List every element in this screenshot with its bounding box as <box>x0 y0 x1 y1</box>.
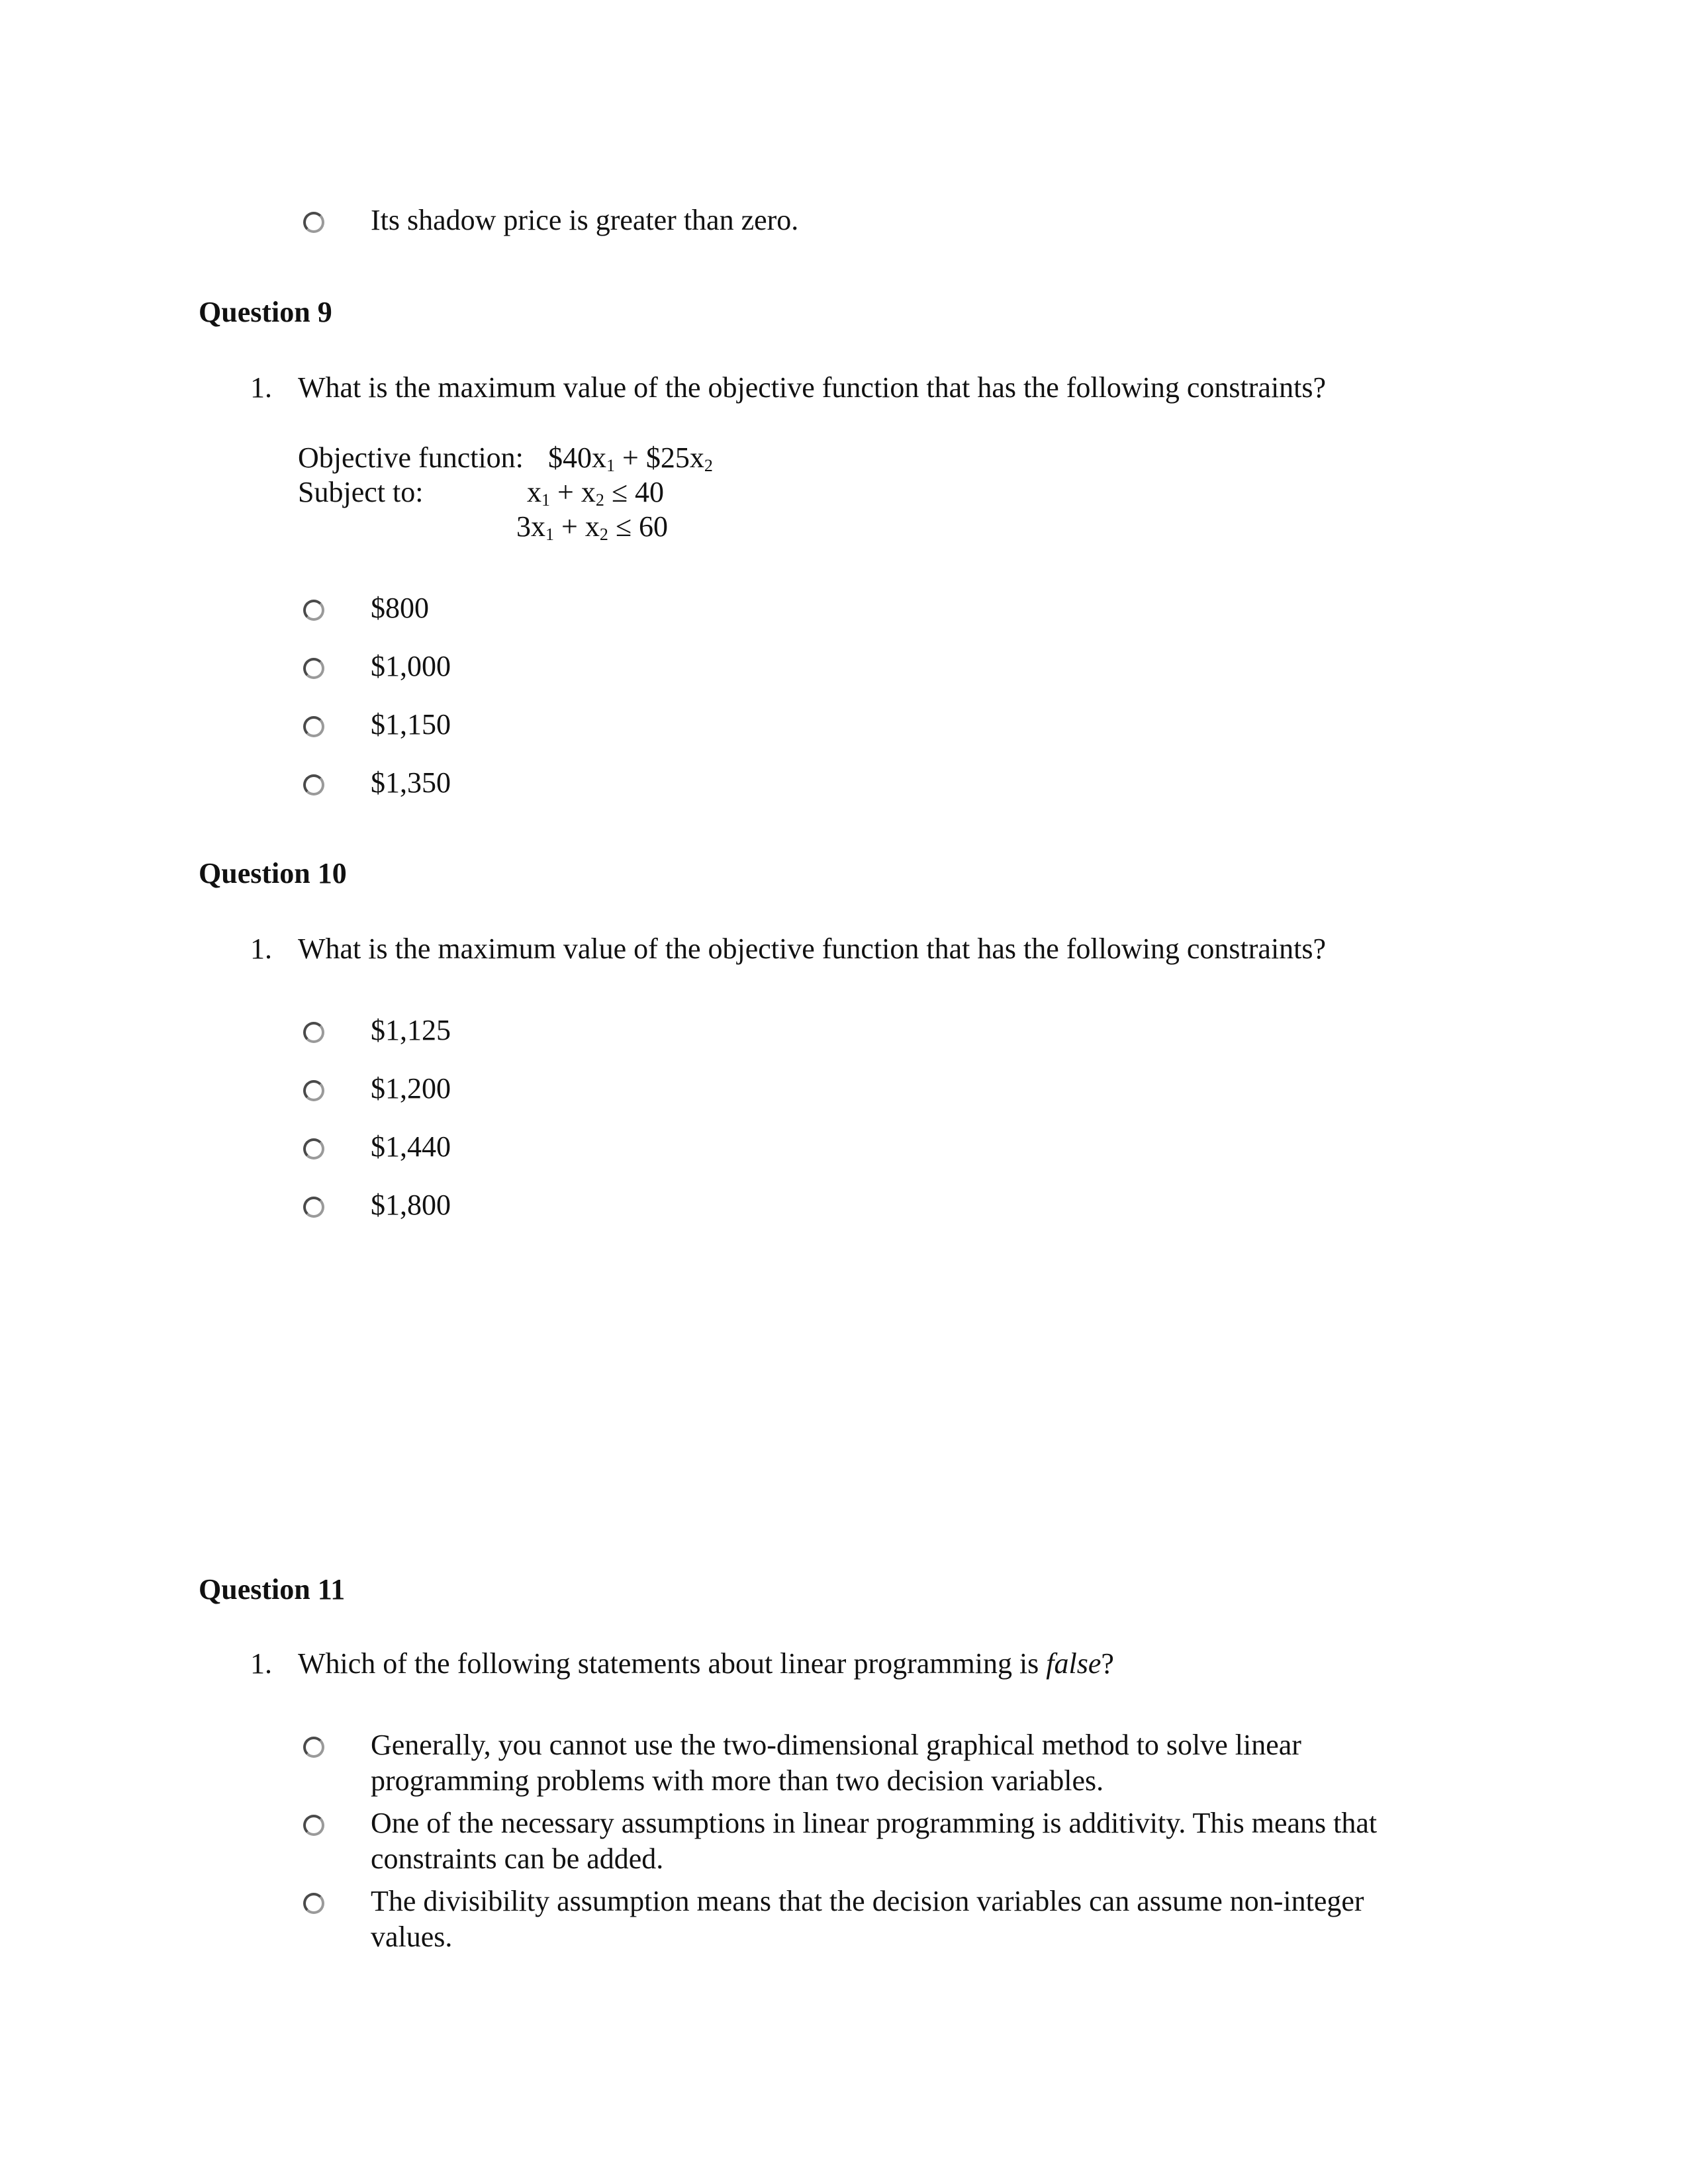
q9-option-4-label: $1,350 <box>371 766 451 799</box>
q9-option-4-radio[interactable] <box>303 774 324 796</box>
q11-option-2-radio[interactable] <box>303 1815 324 1836</box>
q11-option-1-radio[interactable] <box>303 1737 324 1758</box>
constraint-1: $x_1 + x_2 \le 40$ <box>527 476 664 510</box>
q10-option-4-label: $1,800 <box>371 1189 451 1221</box>
q10-option-4-radio[interactable] <box>303 1197 324 1218</box>
question-9-number: 1. <box>250 371 272 404</box>
q11-option-2-label: One of the necessary assumptions in linear programming is additivity. This means that constraints can be added. <box>371 1807 1378 1875</box>
q10-option-1-radio[interactable] <box>303 1022 324 1043</box>
radio-button-shadow-price[interactable] <box>303 212 324 233</box>
q9-option-2-radio[interactable] <box>303 658 324 679</box>
objective-expression: $\$40x_1$ + $\$25x_2$ <box>548 441 713 475</box>
question-11-heading: Question 11 <box>199 1573 346 1606</box>
question-10-prompt: What is the maximum value of the objective function that has the following constraints? <box>298 933 1327 965</box>
q9-option-2-label: $1,000 <box>371 650 451 682</box>
subject-to-label: Subject to: <box>298 476 424 508</box>
q10-option-2-label: $1,200 <box>371 1072 451 1105</box>
q9-option-1-label: $800 <box>371 592 429 624</box>
question-10-number: 1. <box>250 933 272 965</box>
q9-option-3-label: $1,150 <box>371 708 451 741</box>
option-shadow-price: Its shadow price is greater than zero. <box>371 204 799 236</box>
question-9-heading: Question 9 <box>199 296 332 328</box>
objective-label: Objective function: <box>298 441 524 474</box>
question-11-number: 1. <box>250 1647 272 1680</box>
q11-option-1-label: Generally, you cannot use the two-dimensional graphical method to solve linear programming problems with more than two decision variables. <box>371 1729 1301 1797</box>
q11-option-3-radio[interactable] <box>303 1893 324 1914</box>
constraint-2: $3x_1 + x_2 \le 60$ <box>516 510 668 544</box>
question-9-prompt: What is the maximum value of the objective function that has the following constraints? <box>298 371 1327 404</box>
q10-option-3-label: $1,440 <box>371 1130 451 1163</box>
question-10-heading: Question 10 <box>199 857 347 889</box>
q10-option-2-radio[interactable] <box>303 1080 324 1101</box>
q9-option-1-radio[interactable] <box>303 600 324 621</box>
q11-option-3-label: The divisibility assumption means that the decision variables can assume non-integer values. <box>371 1885 1364 1953</box>
objective-term-2: + $25x <box>622 441 704 474</box>
objective-term-1: $40x <box>548 441 606 474</box>
question-11-prompt: Which of the following statements about linear programming is false? <box>298 1647 1114 1680</box>
q9-option-3-radio[interactable] <box>303 716 324 737</box>
q10-option-3-radio[interactable] <box>303 1138 324 1160</box>
q10-option-1-label: $1,125 <box>371 1014 451 1046</box>
